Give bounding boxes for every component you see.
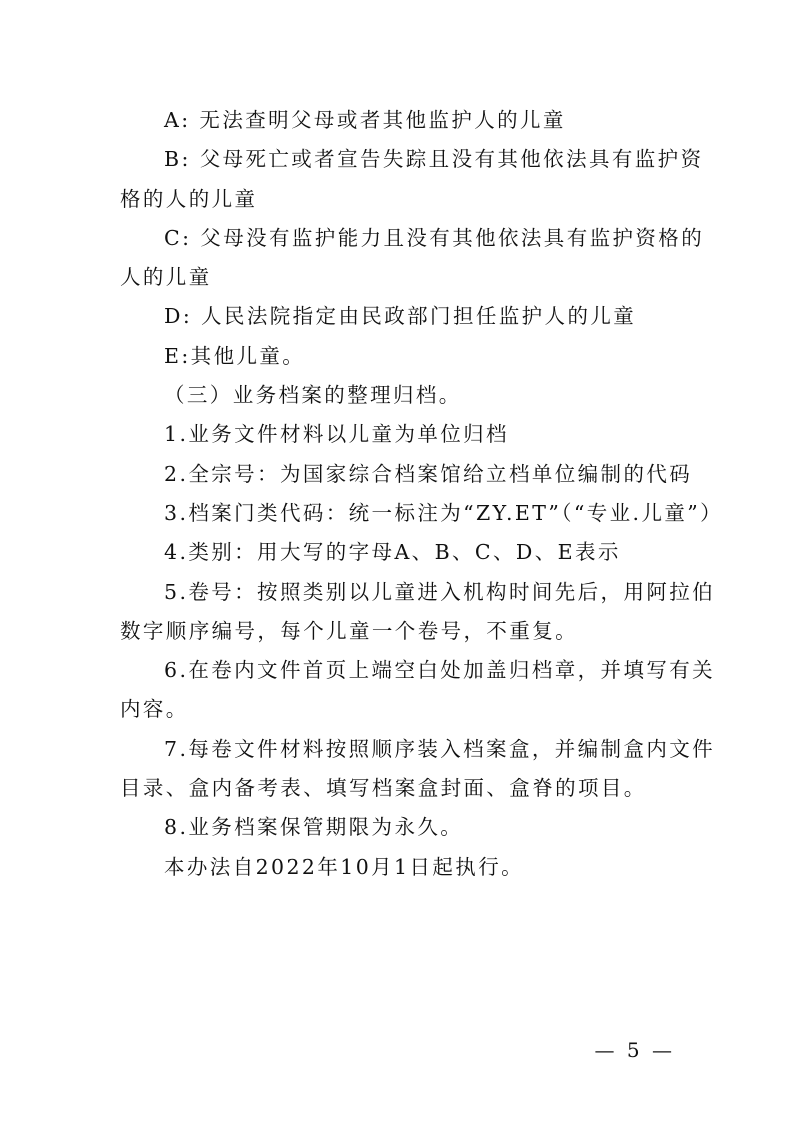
text-line: 数字顺序编号，每个儿童一个卷号，不重复。: [120, 618, 578, 643]
text-line: D: 人民法院指定由民政部门担任监护人的儿童: [164, 304, 637, 329]
document-body: [120, 101, 724, 887]
text-line: 格的人的儿童: [120, 186, 258, 211]
text-line: 3.档案门类代码：统一标注为“ZY.ET”（“专业.儿童”）: [164, 500, 724, 525]
text-line: 2.全宗号：为国家综合档案馆给立档单位编制的代码: [164, 461, 693, 486]
text-line: 8.业务档案保管期限为永久。: [164, 815, 464, 840]
text-line: B: 父母死亡或者宣告失踪且没有其他依法具有监护资: [164, 147, 704, 172]
text-line: 目录、盒内备考表、填写档案盒封面、盒脊的项目。: [120, 776, 647, 801]
text-line: 4.类别：用大写的字母A、B、C、D、E表示: [164, 540, 621, 565]
text-line: 6.在卷内文件首页上端空白处加盖归档章，并填写有关: [164, 658, 716, 683]
text-line: C: 父母没有监护能力且没有其他依法具有监护资格的: [164, 225, 705, 250]
text-line: 1.业务文件材料以儿童为单位归档: [164, 422, 509, 447]
effective-date-line: 本办法自2022年10月1日起执行。: [164, 854, 524, 879]
text-line: 人的儿童: [120, 265, 212, 290]
text-line: 内容。: [120, 697, 189, 722]
page-number: — 5 —: [594, 1038, 675, 1062]
text-line: 5.卷号：按照类别以儿童进入机构时间先后，用阿拉伯: [164, 579, 716, 604]
text-line: E:其他儿童。: [164, 343, 306, 368]
section-heading: （三）业务档案的整理归档。: [164, 383, 462, 408]
text-line: 7.每卷文件材料按照顺序装入档案盒，并编制盒内文件: [164, 736, 716, 761]
text-line: A: 无法查明父母或者其他监护人的儿童: [164, 108, 566, 132]
